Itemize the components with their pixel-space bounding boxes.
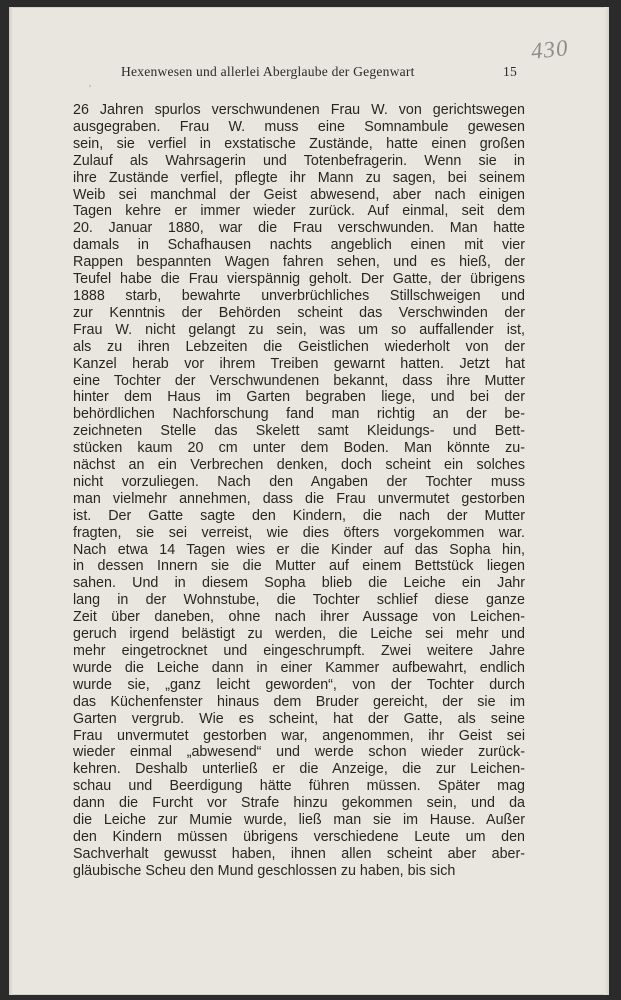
text-line: wieder einmal „abwesend“ und werde schon wieder zurück- xyxy=(73,744,525,761)
handwritten-page-note: 430 xyxy=(529,35,570,64)
text-line: Frau W. nicht gelangt zu sein, was um so auffallender ist, xyxy=(73,321,525,338)
text-line: sahen. Und in diesem Sopha blieb die Leiche ein Jahr xyxy=(73,575,525,592)
text-line: gläubische Scheu den Mund geschlossen zu haben, bis sich xyxy=(73,862,456,879)
text-line: Frau unvermutet gestorben war, angenommen, ihr Geist sei xyxy=(73,727,525,744)
text-line: Zulauf als Wahrsagerin und Totenbefragerin. Wenn sie in xyxy=(73,152,525,169)
text-line: ausgegraben. Frau W. muss eine Somnambule gewesen xyxy=(73,118,525,135)
text-line: Zeit über daneben, ohne nach ihrer Aussage von Leichen- xyxy=(73,609,525,626)
running-header xyxy=(121,64,517,80)
text-line: sein, sie verfiel in exstatische Zustände, hatte einen großen xyxy=(73,135,525,152)
text-line: man vielmehr annehmen, dass die Frau unvermutet gestorben xyxy=(73,490,525,507)
text-line: Teufel habe die Frau vierspännig geholt. Der Gatte, der übrigens xyxy=(73,271,525,288)
text-line: eine Tochter der Verschwundenen bekannt, dass ihre Mutter xyxy=(73,372,525,389)
text-line: Kanzel herab vor ihrem Treiben gewarnt hatten. Jetzt hat xyxy=(73,355,525,372)
text-line: kehren. Deshalb unterließ er die Anzeige, die zur Leichen- xyxy=(73,761,525,778)
page-gutter-shadow xyxy=(9,7,13,995)
text-line: Garten vergrub. Wie es scheint, hat der Gatte, als seine xyxy=(73,710,525,727)
text-line: Weib sei manchmal der Geist abwesend, aber nach einigen xyxy=(73,186,525,203)
text-line: mehr eingetrocknet und eingeschrumpft. Zwei weitere Jahre xyxy=(73,643,525,659)
text-line: die Leiche zur Mumie wurde, ließ man sie im Hause. Außer xyxy=(73,812,525,829)
text-line: fragten, sie sei verreist, wie dies öfters vorgekommen war. xyxy=(73,524,525,541)
text-line: Tagen kehre er immer wieder zurück. Auf einmal, seit dem xyxy=(73,203,525,220)
page-number: 15 xyxy=(503,64,517,79)
text-line: 20. Januar 1880, war die Frau verschwunden. Man hatte xyxy=(73,220,525,237)
text-line: 26 Jahren spurlos verschwundenen Frau W. von gerichtswegen xyxy=(73,102,525,118)
text-line: ihre Zustände verfiel, pflegte ihr Mann zu sagen, bei seinem xyxy=(73,169,525,186)
text-line: Sachverhalt gewusst haben, ihnen allen scheint aber aber- xyxy=(73,845,525,862)
text-line: behördlichen Nachforschung fand man richtig an der be- xyxy=(73,406,525,423)
text-line: hinter dem Haus im Garten begraben liege, und bei der xyxy=(73,389,525,406)
text-line: schau und Beerdigung hätte führen müssen. Später mag xyxy=(73,778,525,795)
text-line: zeichneten Stelle das Skelett samt Kleidungs- und Bett- xyxy=(73,423,525,440)
book-page xyxy=(9,7,609,995)
page-edge-shadow xyxy=(604,7,609,995)
text-line: ist. Der Gatte sagte den Kindern, die nach der Mutter xyxy=(73,507,525,524)
text-line: wurde die Leiche dann in einer Kammer aufbewahrt, endlich xyxy=(73,659,525,676)
text-line: als zu ihren Lebzeiten die Geistlichen wiederholt von der xyxy=(73,338,525,355)
text-line: wurde sie, „ganz leicht geworden“, von der Tochter durch xyxy=(73,676,525,693)
text-line: nicht vorzuliegen. Nach den Angaben der Tochter muss xyxy=(73,473,525,490)
text-line: geruch irgend belästigt zu werden, die Leiche sei mehr und xyxy=(73,626,525,643)
text-line: Rappen bespannten Wagen fahren sehen, und es hieß, der xyxy=(73,254,525,271)
text-line: 1888 starb, bewahrte unverbrüchliches Stillschweigen und xyxy=(73,287,525,304)
text-line: dann die Furcht vor Strafe hinzu gekommen sein, und da xyxy=(73,795,525,812)
text-line: damals in Schafhausen nachts angeblich einen mit vier xyxy=(73,237,525,254)
running-title: Hexenwesen und allerlei Aberglaube der Gegenwart xyxy=(121,64,415,79)
corner-mark: ′ xyxy=(88,84,96,95)
body-text xyxy=(73,102,525,880)
text-line: Nach etwa 14 Tagen wies er die Kinder auf das Sopha hin, xyxy=(73,541,525,558)
text-line: zur Kenntnis der Behörden scheint das Verschwinden der xyxy=(73,304,525,321)
text-line: stücken kaum 20 cm unter dem Boden. Man könnte zu- xyxy=(73,440,525,457)
text-line: in dessen Innern sie die Mutter auf einem Bettstück liegen xyxy=(73,558,525,575)
text-line: lang in der Wohnstube, die Tochter schlief diese ganze xyxy=(73,592,525,609)
text-line: das Küchenfenster hinaus dem Bruder gereicht, der sie im xyxy=(73,693,525,710)
text-line: nächst an ein Verbrechen denken, doch scheint ein solches xyxy=(73,457,525,474)
text-line: den Kindern müssen übrigens verschiedene Leute um den xyxy=(73,828,525,845)
